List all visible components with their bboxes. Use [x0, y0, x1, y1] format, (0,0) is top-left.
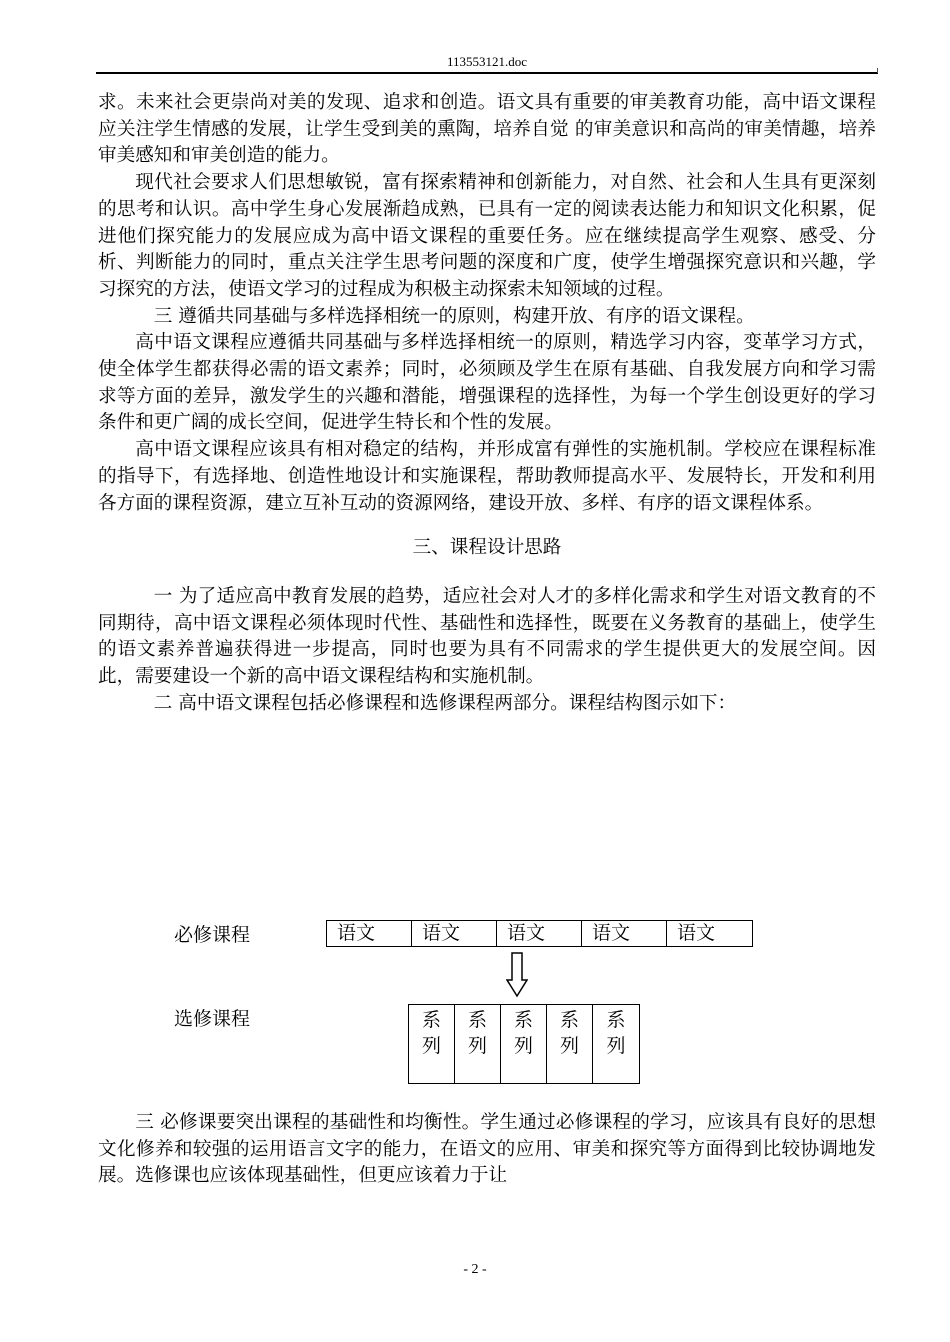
- paragraph-compulsory-focus: 三 必修课要突出课程的基础性和均衡性。学生通过必修课程的学习，应该具有良好的思想文化修养和较强的运用语言文字的能力，在语文的应用、审美和探究等方面得到比较协调地发展。选修课也应该体现基础性，但更应该着力于让: [98, 1112, 876, 1187]
- paragraph-common-foundation: 高中语文课程应遵循共同基础与多样选择相统一的原则，精选学习内容，变革学习方式，使全体学生都获得必需的语文素养；同时，必须顾及学生在原有基础、自我发展方向和学习需求等方面的差异，激发学生的兴趣和潜能，增强课程的选择性，为每一个学生创设更好的学习条件和更广阔的成长空间，促进学生特长和个性的发展。: [98, 332, 876, 434]
- elective-cell-bottom: 列: [513, 1035, 533, 1057]
- paragraph-stable-structure: 高中语文课程应该具有相对稳定的结构，并形成富有弹性的实施机制。学校应在课程标准的指导下，有选择地、创造性地设计和实施课程，帮助教师提高水平、发展特长，开发和利用各方面的课程资源，建立互补互动的资源网络，建设开放、多样、有序的语文课程体系。: [98, 439, 876, 514]
- paragraph-principle-three: 三 遵循共同基础与多样选择相统一的原则，构建开放、有序的语文课程。: [153, 305, 755, 327]
- document-filename: 113553121.doc: [446, 54, 528, 69]
- compulsory-cell: 语文: [582, 921, 667, 946]
- elective-label: 选修课程: [174, 1008, 251, 1030]
- elective-cell: [593, 1005, 639, 1083]
- elective-cell-top: 系: [606, 1009, 626, 1031]
- elective-cell-top: 系: [467, 1009, 487, 1031]
- elective-cell: [501, 1005, 547, 1083]
- elective-cell: [409, 1005, 455, 1083]
- page-number: - 2 -: [463, 1262, 487, 1277]
- compulsory-cell: 语文: [497, 921, 582, 946]
- elective-cell-bottom: 列: [421, 1035, 441, 1057]
- elective-cell-top: 系: [421, 1009, 441, 1031]
- header-tick-mark: [877, 68, 878, 73]
- paragraph-inquiry: 现代社会要求人们思想敏锐，富有探索精神和创新能力，对自然、社会和人生具有更深刻的思考和认识。高中学生身心发展渐趋成熟，已具有一定的阅读表达能力和知识文化积累，促进他们探究能力的发展应成为高中语文课程的重要任务。应在继续提高学生观察、感受、分析、判断能力的同时，重点关注学生思考问题的深度和广度，使学生增强探究意识和兴趣，学习探究的方法，使语文学习的过程成为积极主动探索未知领域的过程。: [98, 172, 876, 300]
- elective-cell-bottom: 列: [606, 1035, 626, 1057]
- elective-course-row: [408, 1004, 640, 1084]
- header-rule: [96, 72, 878, 74]
- elective-cell-bottom: 列: [467, 1035, 487, 1057]
- elective-cell-top: 系: [513, 1009, 533, 1031]
- section-title: 三、课程设计思路: [412, 537, 562, 559]
- compulsory-label: 必修课程: [174, 924, 251, 946]
- body-text-bottom: [98, 1110, 876, 1190]
- compulsory-cell: 语文: [327, 921, 412, 946]
- elective-cell: [455, 1005, 501, 1083]
- compulsory-course-row: [326, 920, 753, 947]
- down-arrow-icon: [506, 952, 528, 998]
- body-text-top: [98, 90, 876, 717]
- elective-cell-bottom: 列: [559, 1035, 579, 1057]
- course-structure-diagram: [98, 912, 876, 1092]
- compulsory-cell: 语文: [677, 922, 716, 944]
- paragraph-aesthetic: 求。未来社会更崇尚对美的发现、追求和创造。语文具有重要的审美教育功能，高中语文课程应关注学生情感的发展，让学生受到美的熏陶，培养自觉 的审美意识和高尚的审美情趣，培养审美感知和审美创造的能力。: [98, 92, 876, 167]
- paragraph-design-one: 一 为了适应高中教育发展的趋势，适应社会对人才的多样化需求和学生对语文教育的不同期待，高中语文课程必须体现时代性、基础性和选择性，既要在义务教育的基础上，使学生的语文素养普遍获得进一步提高，同时也要为具有不同需求的学生提供更大的发展空间。因此，需要建设一个新的高中语文课程结构和实施机制。: [98, 585, 876, 688]
- elective-cell-top: 系: [559, 1009, 579, 1031]
- elective-cell: [547, 1005, 593, 1083]
- compulsory-cell: 语文: [412, 921, 497, 946]
- paragraph-design-two: 二 高中语文课程包括必修课程和选修课程两部分。课程结构图示如下：: [153, 692, 737, 714]
